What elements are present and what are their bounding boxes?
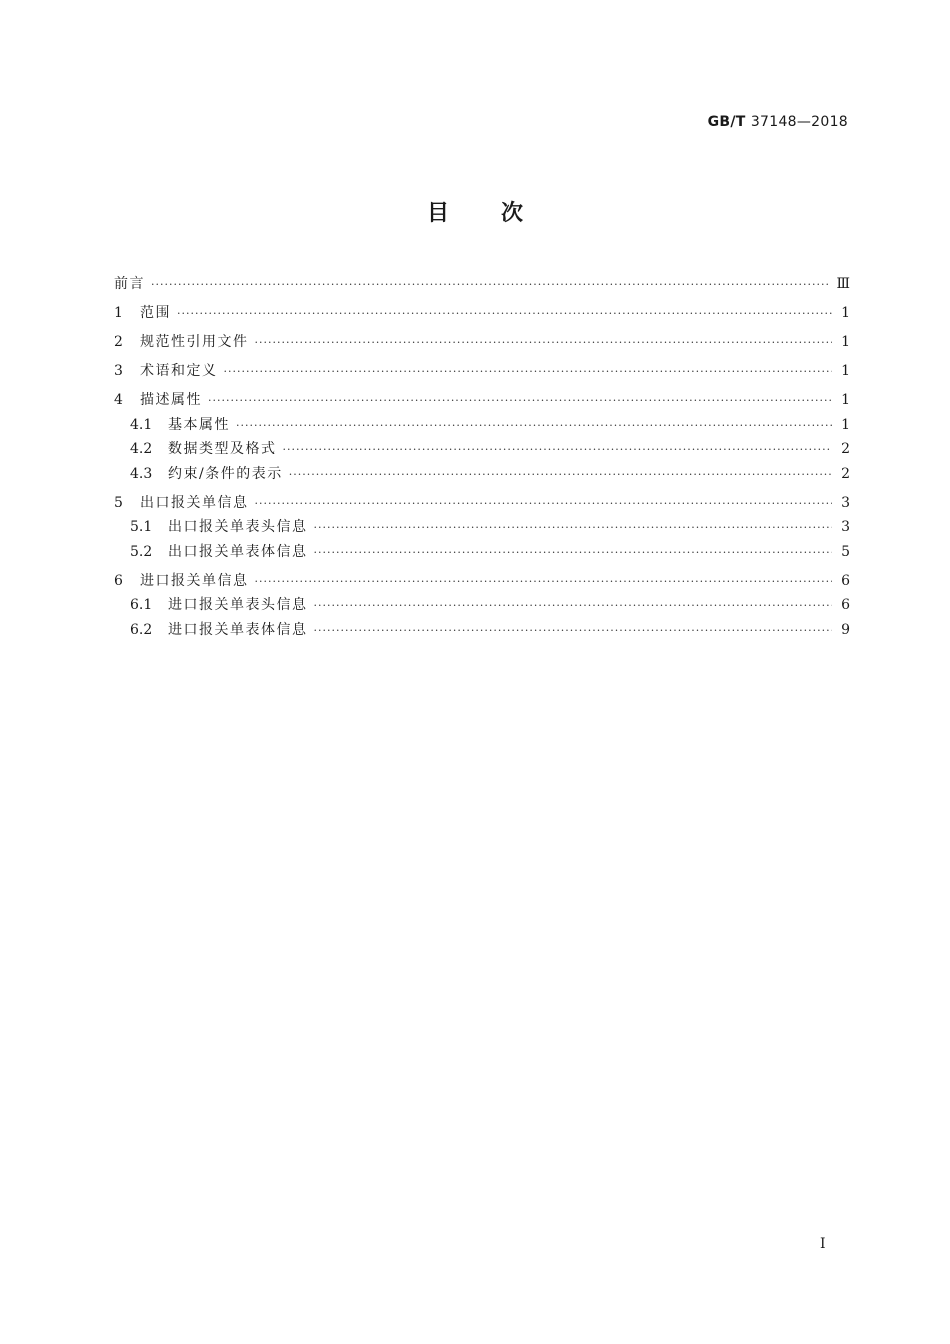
toc-leader-dots: [283, 438, 833, 463]
toc-entry-label: 描述属性: [140, 392, 202, 408]
toc-entry-page: 1: [841, 392, 850, 408]
toc-entry-page: 1: [841, 305, 850, 321]
toc-entry-page: Ⅲ: [836, 276, 850, 292]
toc-entry[interactable]: [114, 515, 850, 540]
toc-entry[interactable]: [114, 569, 850, 594]
toc-entry-label: 出口报关单表体信息: [168, 543, 308, 560]
toc-entry-label: 术语和定义: [140, 363, 218, 379]
toc-entry[interactable]: [114, 359, 850, 384]
toc-entry-label: 进口报关单信息: [140, 572, 249, 589]
toc-entry-page: 1: [841, 416, 850, 433]
toc-entry[interactable]: [114, 462, 850, 487]
toc-entry-label: 进口报关单表体信息: [168, 621, 308, 638]
toc-entry-label: 数据类型及格式: [168, 441, 277, 457]
toc-entry-page: 1: [841, 363, 850, 379]
toc-entry-number: 1: [114, 305, 123, 321]
toc-leader-dots: [177, 302, 832, 327]
toc-leader-dots: [151, 273, 830, 298]
toc-entry[interactable]: [114, 330, 850, 355]
toc-entry[interactable]: [114, 301, 850, 326]
toc-entry-label: 进口报关单表头信息: [168, 597, 308, 613]
toc-entry-number: 5.2: [130, 543, 153, 560]
toc-leader-dots: [314, 541, 833, 566]
toc-leader-dots: [208, 389, 832, 414]
toc-leader-dots: [314, 619, 833, 644]
toc-entry-label: 出口报关单表头信息: [168, 519, 308, 535]
toc-leader-dots: [314, 516, 833, 541]
page-title: 目次: [426, 201, 575, 226]
toc-entry-number: 4.1: [130, 416, 153, 433]
toc-entry-page: 3: [841, 519, 850, 535]
toc-entry-page: 6: [841, 572, 850, 589]
toc-entry[interactable]: [114, 437, 850, 462]
table-of-contents: [114, 272, 850, 642]
toc-entry-number: 5: [114, 494, 123, 511]
toc-entry[interactable]: [114, 388, 850, 413]
toc-entry-number: 6: [114, 572, 123, 589]
toc-leader-dots: [255, 570, 833, 595]
toc-entry-page: 2: [841, 441, 850, 457]
toc-entry-label: 约束/条件的表示: [168, 465, 283, 482]
toc-leader-dots: [236, 414, 832, 439]
toc-entry-label: 出口报关单信息: [140, 494, 249, 511]
toc-leader-dots: [224, 360, 833, 385]
toc-entry-page: 3: [841, 494, 850, 511]
toc-entry-label: 规范性引用文件: [140, 334, 249, 350]
toc-entry-number: 2: [114, 334, 123, 350]
toc-leader-dots: [255, 331, 833, 356]
toc-entry-label: 基本属性: [168, 416, 230, 433]
toc-entry-label: 前言: [114, 276, 145, 292]
toc-entry-number: 4.2: [130, 441, 153, 457]
toc-entry[interactable]: [114, 618, 850, 643]
toc-entry[interactable]: [114, 491, 850, 516]
toc-entry-page: 1: [841, 334, 850, 350]
toc-entry-number: 6.1: [130, 597, 153, 613]
toc-entry-number: 4: [114, 392, 123, 408]
toc-entry-number: 4.3: [130, 465, 153, 482]
toc-entry-page: 6: [841, 597, 850, 613]
toc-leader-dots: [289, 463, 832, 488]
toc-leader-dots: [255, 492, 833, 517]
toc-entry[interactable]: [114, 272, 850, 297]
toc-leader-dots: [314, 594, 833, 619]
toc-entry-number: 3: [114, 363, 123, 379]
page-number: I: [820, 1236, 826, 1252]
standard-code: [708, 114, 848, 130]
toc-entry-number: 5.1: [130, 519, 153, 535]
toc-entry[interactable]: [114, 413, 850, 438]
standard-code-number: 37148—2018: [750, 114, 848, 130]
toc-entry-page: 5: [841, 543, 850, 560]
toc-entry-page: 9: [841, 621, 850, 638]
toc-entry-page: 2: [841, 465, 850, 482]
toc-entry-label: 范围: [140, 305, 171, 321]
standard-code-prefix: GB/T: [707, 114, 746, 130]
toc-entry[interactable]: [114, 593, 850, 618]
toc-entry-number: 6.2: [130, 621, 153, 638]
toc-entry[interactable]: [114, 540, 850, 565]
